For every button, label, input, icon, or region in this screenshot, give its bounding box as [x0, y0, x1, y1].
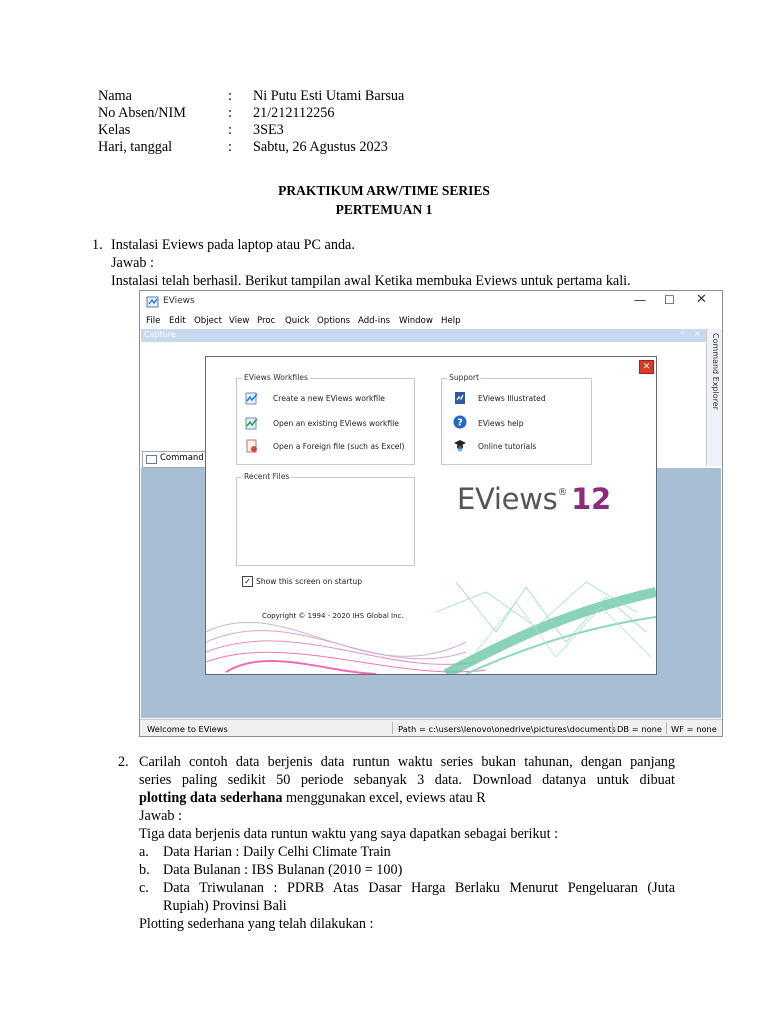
minimize-icon[interactable]: — — [634, 293, 646, 307]
q1-question: Instalasi Eviews pada laptop atau PC anda. — [111, 237, 355, 253]
menu-edit[interactable]: Edit — [169, 316, 186, 326]
status-path: Path = c:\users\lenovo\onedrive\pictures\documents — [398, 724, 616, 734]
header-colon: : — [228, 122, 232, 138]
eviews-help-link[interactable]: EViews help — [478, 419, 524, 428]
online-tutorials-link[interactable]: Online tutorials — [478, 442, 537, 451]
capture-label: Capture — [144, 330, 176, 339]
support-group — [441, 373, 592, 465]
logo-registered: ® — [557, 487, 568, 498]
header-label: Nama — [98, 88, 132, 104]
status-db: DB = none — [617, 724, 663, 734]
header-label: Hari, tanggal — [98, 139, 173, 155]
q1-jawab: Jawab : — [111, 255, 154, 271]
create-workfile-link[interactable]: Create a new EViews workfile — [273, 394, 385, 403]
eviews-statusbar — [140, 719, 722, 737]
q2-jawab: Jawab : — [139, 808, 182, 824]
pane-close-icon[interactable]: × — [694, 329, 701, 338]
open-workfile-icon — [245, 416, 259, 430]
header-colon: : — [228, 139, 232, 155]
menu-options[interactable]: Options — [317, 316, 351, 326]
q2-question-bold: plotting data sederhana — [139, 790, 283, 806]
eviews-app-icon — [146, 296, 159, 308]
maximize-icon[interactable]: ☐ — [664, 293, 675, 307]
menu-view[interactable]: View — [229, 316, 250, 326]
status-divider — [612, 722, 613, 734]
list-marker: b. — [139, 862, 150, 878]
workfiles-group-title: EViews Workfiles — [244, 373, 308, 382]
splash-wave-graphic — [206, 572, 656, 674]
menu-window[interactable]: Window — [399, 316, 433, 326]
command-tab[interactable] — [142, 451, 208, 468]
eviews-splash-screen — [205, 356, 657, 675]
menu-object[interactable]: Object — [194, 316, 222, 326]
list-item-continued: Rupiah) Provinsi Bali — [163, 898, 287, 914]
logo-version: 12 — [571, 482, 611, 516]
menu-proc[interactable]: Proc — [257, 316, 276, 326]
list-marker: c. — [139, 880, 149, 896]
recent-files-group[interactable] — [236, 472, 415, 566]
eviews-illustrated-link[interactable]: EViews Illustrated — [478, 394, 546, 403]
header-label: Kelas — [98, 122, 131, 138]
status-wf: WF = none — [671, 724, 717, 734]
svg-text:?: ? — [457, 417, 463, 429]
list-item: Data Harian : Daily Celhi Climate Train — [163, 844, 391, 860]
pin-icon[interactable]: ᵖ — [681, 329, 685, 338]
eviews-illustrated-icon — [453, 391, 467, 405]
help-icon — [453, 415, 467, 429]
q2-question-line3 — [139, 790, 486, 807]
header-colon: : — [228, 88, 232, 104]
menu-quick[interactable]: Quick — [285, 316, 310, 326]
header-colon: : — [228, 105, 232, 121]
recent-files-title: Recent Files — [244, 472, 290, 481]
eviews-titlebar — [140, 291, 722, 313]
menu-file[interactable]: File — [146, 316, 161, 326]
logo-word: EViews — [457, 482, 558, 516]
window-title: EViews — [163, 296, 195, 306]
show-on-startup-checkbox[interactable]: ✓ — [242, 576, 253, 587]
menu-help[interactable]: Help — [441, 316, 461, 326]
status-divider — [666, 722, 667, 734]
foreign-file-icon — [245, 439, 259, 453]
header-value: Sabtu, 26 Agustus 2023 — [253, 139, 388, 155]
list-marker: a. — [139, 844, 149, 860]
capture-pane-header — [141, 329, 706, 342]
q2-question-line2: series paling sedikit 50 periode sebanyak 3 data. Download datanya untuk dibuat — [139, 772, 675, 788]
graduation-cap-icon — [453, 438, 467, 452]
close-icon[interactable]: ✕ — [696, 292, 707, 307]
list-item: Data Bulanan : IBS Bulanan (2010 = 100) — [163, 862, 403, 878]
q2-number: 2. — [118, 754, 129, 770]
support-group-title: Support — [449, 373, 480, 382]
command-icon — [146, 455, 157, 464]
open-workfile-link[interactable]: Open an existing EViews workfile — [273, 419, 399, 428]
q2-intro: Tiga data berjenis data runtun waktu yang saya dapatkan sebagai berikut : — [139, 826, 559, 842]
doc-title: PRAKTIKUM ARW/TIME SERIES — [278, 183, 490, 198]
eviews-menubar — [140, 313, 722, 330]
workfiles-group — [236, 373, 415, 465]
command-explorer-label: Command Explorer — [711, 333, 720, 410]
eviews-logo — [457, 482, 611, 516]
copyright-text: Copyright © 1994 - 2020 IHS Global Inc. — [262, 612, 404, 620]
list-item: Data Triwulanan : PDRB Atas Dasar Harga Berlaku Menurut Pengeluaran (Juta — [163, 880, 675, 896]
q2-question-rest: menggunakan excel, eviews atau R — [282, 790, 486, 806]
q1-answer: Instalasi telah berhasil. Berikut tampilan awal Ketika membuka Eviews untuk pertama kali. — [111, 273, 631, 289]
menu-addins[interactable]: Add-ins — [358, 316, 391, 326]
q2-question-line1: Carilah contoh data berjenis data runtun waktu series bukan tahunan, dengan panjang — [139, 754, 675, 770]
doc-subtitle: PERTEMUAN 1 — [335, 202, 433, 217]
status-divider — [392, 722, 393, 734]
splash-close-icon[interactable]: ✕ — [639, 360, 654, 374]
header-value: 21/212112256 — [253, 105, 335, 121]
q2-plotting: Plotting sederhana yang telah dilakukan : — [139, 916, 374, 932]
command-explorer-tab[interactable] — [706, 329, 722, 466]
q1-number: 1. — [92, 237, 103, 253]
command-tab-label: Command — [160, 453, 204, 463]
new-workfile-icon — [245, 391, 259, 405]
header-value: Ni Putu Esti Utami Barsua — [253, 88, 405, 104]
header-label: No Absen/NIM — [98, 105, 186, 121]
open-foreign-file-link[interactable]: Open a Foreign file (such as Excel) — [273, 442, 405, 451]
header-value: 3SE3 — [253, 122, 284, 138]
status-welcome: Welcome to EViews — [147, 724, 228, 734]
show-on-startup-label: Show this screen on startup — [256, 577, 363, 586]
